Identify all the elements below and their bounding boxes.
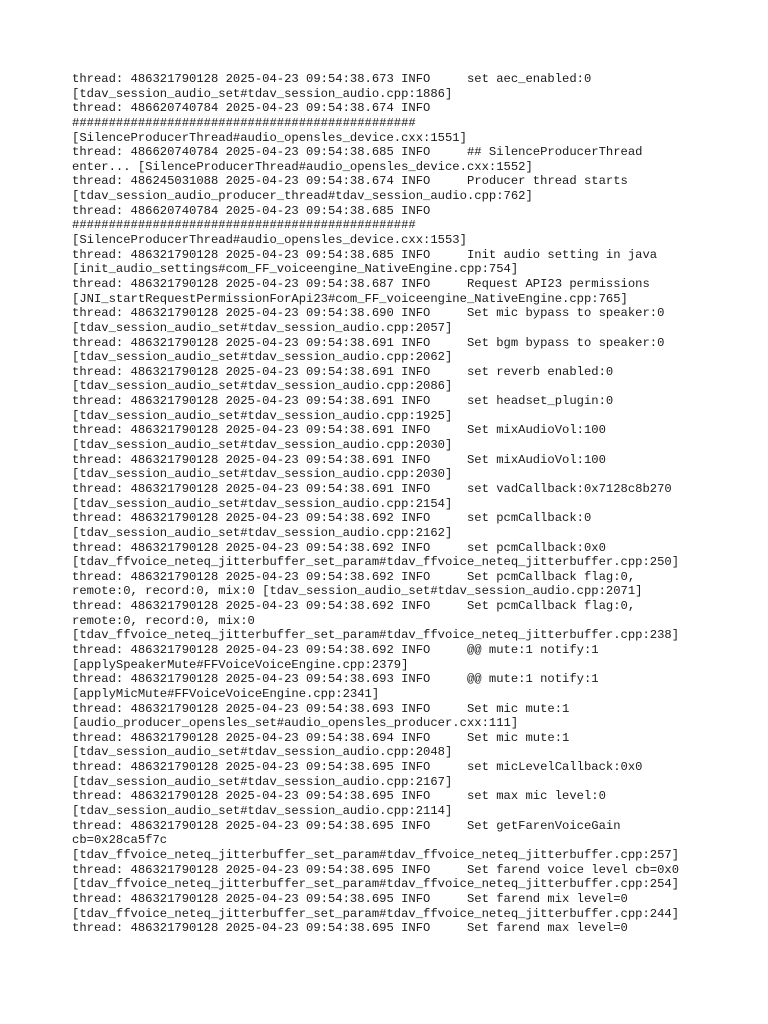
log-line: thread: 486321790128 2025-04-23 09:54:38.692 INFO Set pcmCallback flag:0, [72, 569, 636, 584]
log-line: ############################################### [72, 115, 416, 130]
log-line: [tdav_session_audio_set#tdav_session_audio.cpp:2062] [72, 350, 453, 365]
log-line: thread: 486321790128 2025-04-23 09:54:38.690 INFO Set mic bypass to speaker:0 [72, 306, 665, 321]
log-line: thread: 486321790128 2025-04-23 09:54:38.691 INFO set vadCallback:0x7128c8b270 [72, 481, 672, 496]
log-line: [SilenceProducerThread#audio_opensles_device.cxx:1553] [72, 233, 467, 248]
log-line: thread: 486321790128 2025-04-23 09:54:38.687 INFO Request API23 permissions [72, 276, 650, 291]
log-line: [tdav_session_audio_set#tdav_session_audio.cpp:2162] [72, 525, 453, 540]
log-line: [tdav_session_audio_set#tdav_session_audio.cpp:2030] [72, 467, 453, 482]
log-line: thread: 486620740784 2025-04-23 09:54:38.685 INFO ## SilenceProducerThread [72, 145, 643, 160]
log-line: thread: 486321790128 2025-04-23 09:54:38.695 INFO Set farend voice level cb=0x0 [72, 862, 680, 877]
log-line: cb=0x28ca5f7c [72, 833, 168, 848]
log-line: thread: 486321790128 2025-04-23 09:54:38.691 INFO set reverb enabled:0 [72, 364, 614, 379]
log-line: [tdav_ffvoice_neteq_jitterbuffer_set_param#tdav_ffvoice_neteq_jitterbuffer.cpp:250] [72, 555, 680, 570]
log-line: thread: 486321790128 2025-04-23 09:54:38.691 INFO Set bgm bypass to speaker:0 [72, 335, 665, 350]
log-line: [tdav_ffvoice_neteq_jitterbuffer_set_param#tdav_ffvoice_neteq_jitterbuffer.cpp:254] [72, 877, 680, 892]
log-line: thread: 486321790128 2025-04-23 09:54:38.694 INFO Set mic mute:1 [72, 730, 570, 745]
log-line: [tdav_session_audio_producer_thread#tdav_session_audio.cpp:762] [72, 189, 533, 204]
log-line: [audio_producer_opensles_set#audio_opensles_producer.cxx:111] [72, 716, 519, 731]
log-line: thread: 486321790128 2025-04-23 09:54:38.695 INFO Set farend max level=0 [72, 921, 628, 936]
log-line: ############################################### [72, 218, 416, 233]
log-line: [tdav_session_audio_set#tdav_session_audio.cpp:2114] [72, 804, 453, 819]
log-line: [SilenceProducerThread#audio_opensles_device.cxx:1551] [72, 130, 467, 145]
log-line: thread: 486245031088 2025-04-23 09:54:38.674 INFO Producer thread starts [72, 174, 628, 189]
log-line: thread: 486321790128 2025-04-23 09:54:38.693 INFO @@ mute:1 notify:1 [72, 672, 599, 687]
log-line: [tdav_session_audio_set#tdav_session_audio.cpp:2030] [72, 438, 453, 453]
log-line: thread: 486321790128 2025-04-23 09:54:38.695 INFO Set farend mix level=0 [72, 891, 628, 906]
log-line: remote:0, record:0, mix:0 [72, 613, 255, 628]
log-line: [tdav_session_audio_set#tdav_session_audio.cpp:1886] [72, 86, 453, 101]
log-line: thread: 486321790128 2025-04-23 09:54:38.692 INFO Set pcmCallback flag:0, [72, 599, 636, 614]
log-line: thread: 486321790128 2025-04-23 09:54:38.691 INFO set headset_plugin:0 [72, 394, 614, 409]
log-line: remote:0, record:0, mix:0 [tdav_session_audio_set#tdav_session_audio.cpp:2071] [72, 584, 643, 599]
log-body [72, 72, 712, 936]
log-line: [applyMicMute#FFVoiceVoiceEngine.cpp:2341] [72, 686, 380, 701]
log-line: thread: 486321790128 2025-04-23 09:54:38.692 INFO set pcmCallback:0 [72, 511, 592, 526]
log-line: thread: 486321790128 2025-04-23 09:54:38.695 INFO Set getFarenVoiceGain [72, 818, 621, 833]
log-line: thread: 486321790128 2025-04-23 09:54:38.693 INFO Set mic mute:1 [72, 701, 570, 716]
log-line: [tdav_session_audio_set#tdav_session_audio.cpp:2086] [72, 379, 453, 394]
log-line: enter... [SilenceProducerThread#audio_opensles_device.cxx:1552] [72, 159, 533, 174]
log-line: [tdav_session_audio_set#tdav_session_audio.cpp:2048] [72, 745, 453, 760]
log-line: [tdav_session_audio_set#tdav_session_audio.cpp:2167] [72, 774, 453, 789]
log-line: thread: 486321790128 2025-04-23 09:54:38.691 INFO Set mixAudioVol:100 [72, 423, 606, 438]
log-line: [applySpeakerMute#FFVoiceVoiceEngine.cpp:2379] [72, 657, 409, 672]
log-line: [tdav_ffvoice_neteq_jitterbuffer_set_param#tdav_ffvoice_neteq_jitterbuffer.cpp:244] [72, 906, 680, 921]
log-line: thread: 486620740784 2025-04-23 09:54:38.685 INFO [72, 203, 431, 218]
log-line: thread: 486321790128 2025-04-23 09:54:38.673 INFO set aec_enabled:0 [72, 72, 592, 86]
log-line: [tdav_session_audio_set#tdav_session_audio.cpp:2154] [72, 496, 453, 511]
log-document [72, 72, 712, 936]
log-line: thread: 486321790128 2025-04-23 09:54:38.692 INFO @@ mute:1 notify:1 [72, 642, 599, 657]
log-line: thread: 486321790128 2025-04-23 09:54:38.691 INFO Set mixAudioVol:100 [72, 452, 606, 467]
log-line: thread: 486321790128 2025-04-23 09:54:38.692 INFO set pcmCallback:0x0 [72, 540, 606, 555]
log-line: thread: 486321790128 2025-04-23 09:54:38.695 INFO set micLevelCallback:0x0 [72, 760, 643, 775]
log-line: [tdav_ffvoice_neteq_jitterbuffer_set_param#tdav_ffvoice_neteq_jitterbuffer.cpp:257] [72, 847, 680, 862]
log-line: [tdav_ffvoice_neteq_jitterbuffer_set_param#tdav_ffvoice_neteq_jitterbuffer.cpp:238] [72, 628, 680, 643]
log-line: thread: 486321790128 2025-04-23 09:54:38.685 INFO Init audio setting in java [72, 247, 658, 262]
log-line: [JNI_startRequestPermissionForApi23#com_FF_voiceengine_NativeEngine.cpp:765] [72, 291, 628, 306]
log-line: thread: 486620740784 2025-04-23 09:54:38.674 INFO [72, 101, 431, 116]
log-line: [tdav_session_audio_set#tdav_session_audio.cpp:2057] [72, 320, 453, 335]
log-line: [tdav_session_audio_set#tdav_session_audio.cpp:1925] [72, 408, 453, 423]
log-line: thread: 486321790128 2025-04-23 09:54:38.695 INFO set max mic level:0 [72, 789, 606, 804]
log-line: [init_audio_settings#com_FF_voiceengine_NativeEngine.cpp:754] [72, 262, 519, 277]
